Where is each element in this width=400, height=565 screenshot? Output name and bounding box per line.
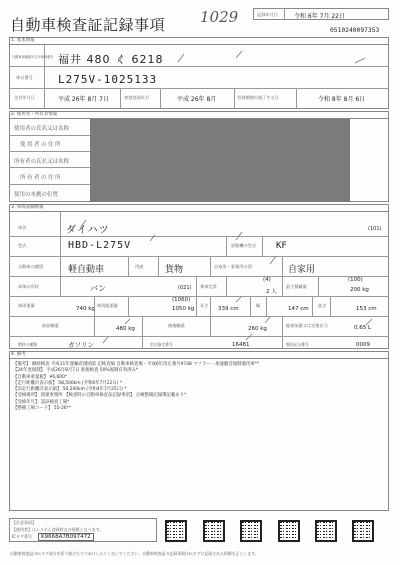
qr-code-5 bbox=[315, 520, 337, 542]
engine-model: KF bbox=[276, 241, 287, 251]
issue-date: 平成 26年 8月 7日 bbox=[58, 96, 109, 103]
use-label: 用途 bbox=[135, 264, 144, 269]
section-remarks-title: 4. 備考 bbox=[9, 351, 389, 359]
ic-tag-label: ICタグ番号 bbox=[12, 534, 32, 539]
capacity-alt: (4) bbox=[263, 277, 271, 283]
remark-line: 【24年度規制】 平成26年8月7日 新規検査 50%規制有効済み* bbox=[13, 368, 139, 374]
body-shape: バン bbox=[90, 284, 106, 293]
plate-label: 自動車登録番号又は車両番号 bbox=[12, 55, 54, 59]
section-owner-title: 2. 使用者・所有者情報 bbox=[9, 111, 389, 119]
notes-label: 【注意事項】 bbox=[12, 520, 36, 525]
remarks-block bbox=[13, 362, 259, 412]
print-date-label: 記録年月日 bbox=[257, 12, 278, 17]
qr-code-3 bbox=[240, 520, 262, 542]
section-vehicle-title: 3. 車両詳細情報 bbox=[9, 204, 389, 212]
front-axle-label: 前前軸重 bbox=[42, 323, 59, 328]
qr-code-6 bbox=[352, 520, 374, 542]
remark-line: 【受検場所】 陸運事務所 【検査時の自動車検査証記録事項】 点検整備記録簿記載あり* bbox=[13, 393, 187, 399]
document-number: 0510240097353 bbox=[330, 27, 380, 34]
length-value: 339 cm bbox=[218, 306, 239, 312]
rear-axle-label: 後後軸重 bbox=[168, 323, 185, 328]
user-name-label: 使用者の氏名又は名称 bbox=[14, 126, 70, 132]
print-date-box bbox=[253, 8, 389, 20]
vehicle-kind: 軽自動車 bbox=[68, 265, 105, 275]
remark-line: 【受検年月】 認証検査工場* bbox=[13, 399, 70, 405]
notes-text: 【使用者】はシステム登録時点の情報となります。 bbox=[12, 527, 104, 532]
qr-code-2 bbox=[203, 520, 225, 542]
maker-code: (101) bbox=[368, 226, 382, 232]
biz-label: 自家用・事業用の別 bbox=[214, 264, 252, 269]
fuel-type: ガソリン bbox=[68, 341, 94, 349]
first-reg-date: 平成 26年 8月 bbox=[177, 96, 217, 103]
model-code: HBD-L275V bbox=[68, 240, 132, 251]
section-basic-title: 1. 基本情報 bbox=[9, 37, 389, 45]
shape-label: 車体の形状 bbox=[18, 284, 39, 289]
height-label: 高さ bbox=[318, 303, 327, 308]
remark-line: 【走行距離計表示値】 58,500km (令和6年7月22日) * bbox=[13, 380, 123, 386]
fuel-label: 燃料の種類 bbox=[18, 342, 37, 347]
document-title: 自動車検査証記録事項 bbox=[10, 16, 166, 34]
owner-address-label: 所有者の住所 bbox=[20, 175, 63, 181]
capacity-value: 2 人 bbox=[266, 289, 277, 295]
capacity-label: 乗車定員 bbox=[200, 284, 217, 289]
max-load-alt: (100) bbox=[348, 277, 363, 283]
kind-label: 自動車の種別 bbox=[18, 264, 44, 269]
print-date: 令和 6年 7月 22日 bbox=[294, 13, 345, 20]
remark-line: 【自動車重量税】 ¥6,600* bbox=[13, 374, 68, 380]
qr-code-1 bbox=[165, 520, 187, 542]
maker-name: ダイハツ bbox=[66, 225, 110, 236]
expiry-label: 有効期間の満了する日 bbox=[237, 95, 279, 100]
class-value: 0009 bbox=[356, 342, 370, 348]
engine-label: 原動機の型式 bbox=[231, 243, 257, 248]
base-location-label: 使用の本拠の位置 bbox=[14, 192, 59, 198]
vehicle-use: 貨物 bbox=[165, 265, 184, 275]
width-value: 147 cm bbox=[288, 306, 309, 312]
max-load-value: 200 kg bbox=[350, 287, 369, 293]
plate-number: 福井 480 く 6218 bbox=[58, 53, 164, 66]
model-no-label: 型式指定番号 bbox=[150, 342, 173, 347]
remark-line: 【旧走行距離計表示値】 50,200km (令和4年7月25日) * bbox=[13, 387, 127, 393]
gross-alt: (1060) bbox=[172, 297, 191, 303]
model-no-value: 16481 bbox=[232, 342, 250, 348]
redacted-owner-info bbox=[90, 119, 350, 202]
ic-tag-number: K9668A7B097472 bbox=[38, 533, 94, 541]
owner-name-label: 所有者の氏名又は名称 bbox=[14, 159, 70, 165]
vin-label: 車台番号 bbox=[16, 75, 33, 80]
front-axle-value: 480 kg bbox=[116, 326, 135, 332]
weight-label: 車両重量 bbox=[18, 303, 35, 308]
rear-axle-value: 260 kg bbox=[248, 326, 267, 332]
user-address-label: 使用者の住所 bbox=[20, 142, 63, 148]
qr-code-4 bbox=[278, 520, 300, 542]
class-label: 類別区分番号 bbox=[286, 342, 309, 347]
max-load-label: 最大積載量 bbox=[286, 284, 307, 289]
issue-label: 交付年月日 bbox=[14, 95, 35, 100]
displacement-label: 総排気量又は定格出力 bbox=[286, 323, 328, 328]
width-label: 幅 bbox=[256, 303, 261, 308]
body-shape-code: (021) bbox=[178, 285, 192, 291]
handwritten-number: 1029 bbox=[200, 8, 239, 26]
biz-type: 自家用 bbox=[288, 265, 316, 275]
footer-caution: 自動車検査証のICタグ部分を折り曲げたり穴あけしたりしないでください。自動車検査証の記録事項はICタグに記録された情報を正とします。 bbox=[10, 551, 259, 556]
expiry-date: 令和 8年 8月 6日 bbox=[318, 96, 366, 103]
maker-label: 車名 bbox=[18, 225, 27, 230]
remark-line: 【整備工場コード】 55-26** bbox=[13, 406, 72, 412]
displacement-value: 0.65 L bbox=[354, 325, 372, 331]
weight-value: 740 kg bbox=[76, 306, 95, 312]
height-value: 153 cm bbox=[356, 306, 377, 312]
length-label: 長さ bbox=[200, 303, 209, 308]
gross-label: 車両総重量 bbox=[97, 303, 118, 308]
vin-number: L275V-1025133 bbox=[58, 73, 158, 86]
remark-line: 【備考】 継続検査 平成11年運輸省規則第 記検査場 自動車検査場・平成6年改正番号9748 マフラー・加速騒音規制適用車** bbox=[13, 362, 260, 367]
gross-value: 1050 kg bbox=[172, 306, 195, 312]
first-reg-label: 初度登録年月 bbox=[124, 95, 150, 100]
model-label: 型式 bbox=[18, 243, 27, 248]
